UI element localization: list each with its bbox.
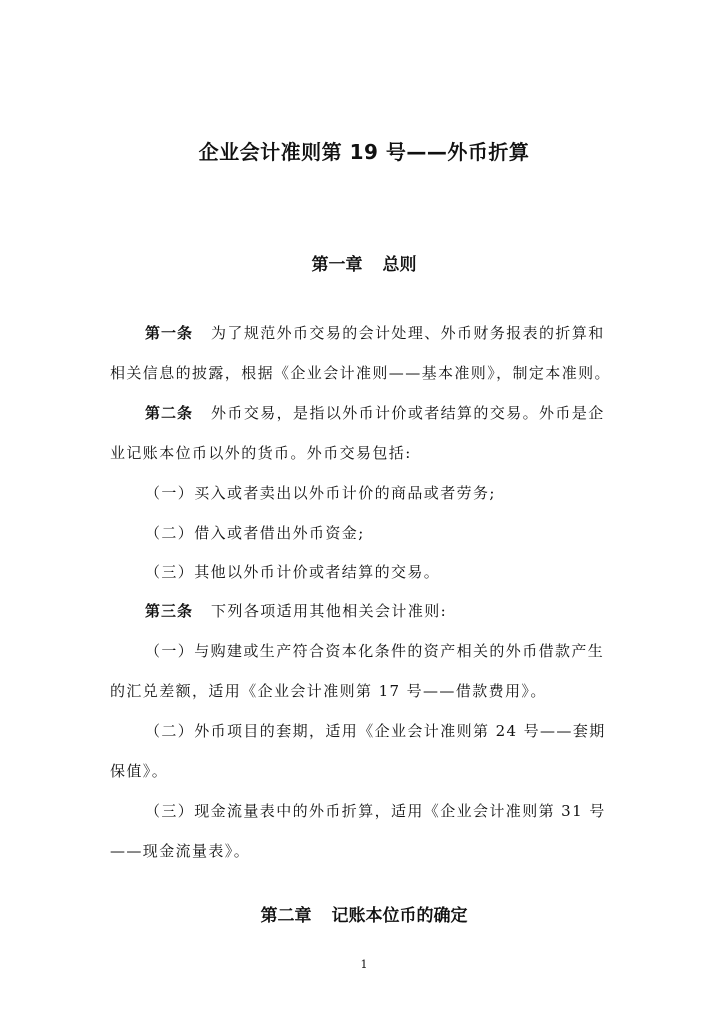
article-3-text-1: 下列各项适用其他相关会计准则: [211, 602, 448, 620]
article-1-text-1: 为了规范外币交易的会计处理、外币财务报表的折算和 [211, 324, 605, 342]
article-3-item-1-line-2: 的汇兑差额，适用《企业会计准则第 17 号——借款费用》。 [110, 682, 547, 700]
article-2-item-3: （三）其他以外币计价或者结算的交易。 [145, 563, 441, 581]
article-2-label: 第二条 [145, 404, 194, 422]
chapter-2-name: 记账本位币的确定 [331, 906, 468, 926]
article-2-line-1 [145, 402, 605, 423]
article-3-item-3-line-1: （三）现金流量表中的外币折算，适用《企业会计准则第 31 号 [145, 802, 606, 820]
article-3-label: 第三条 [145, 602, 194, 620]
article-3-line-1 [145, 600, 447, 621]
article-1-line-2: 相关信息的披露，根据《企业会计准则——基本准则》，制定本准则。 [110, 364, 611, 382]
article-3-item-3-line-2: ——现金流量表》。 [110, 842, 251, 860]
article-2-line-2: 业记账本位币以外的货币。外币交易包括: [110, 444, 412, 462]
chapter-heading-1 [0, 250, 728, 275]
chapter-2-label: 第二章 [260, 906, 312, 926]
chapter-1-name: 总则 [382, 255, 417, 275]
article-1-line-1 [145, 322, 605, 343]
article-1-label: 第一条 [145, 324, 194, 342]
document-title: 企业会计准则第 19 号——外币折算 [198, 140, 530, 164]
article-3-item-2-line-2: 保值》。 [110, 762, 169, 780]
page-number: 1 [360, 958, 368, 971]
chapter-1-label: 第一章 [311, 255, 363, 275]
article-2-item-2: （二）借入或者借出外币资金; [145, 524, 365, 542]
chapter-heading-2 [0, 901, 728, 926]
article-3-item-1-line-1: （一）与购建或生产符合资本化条件的资产相关的外币借款产生 [145, 642, 605, 660]
article-3-item-2-line-1: （二）外币项目的套期，适用《企业会计准则第 24 号——套期 [145, 722, 606, 740]
article-2-item-1: （一）买入或者卖出以外币计价的商品或者劳务; [145, 484, 496, 502]
article-2-text-1: 外币交易，是指以外币计价或者结算的交易。外币是企 [211, 404, 605, 422]
